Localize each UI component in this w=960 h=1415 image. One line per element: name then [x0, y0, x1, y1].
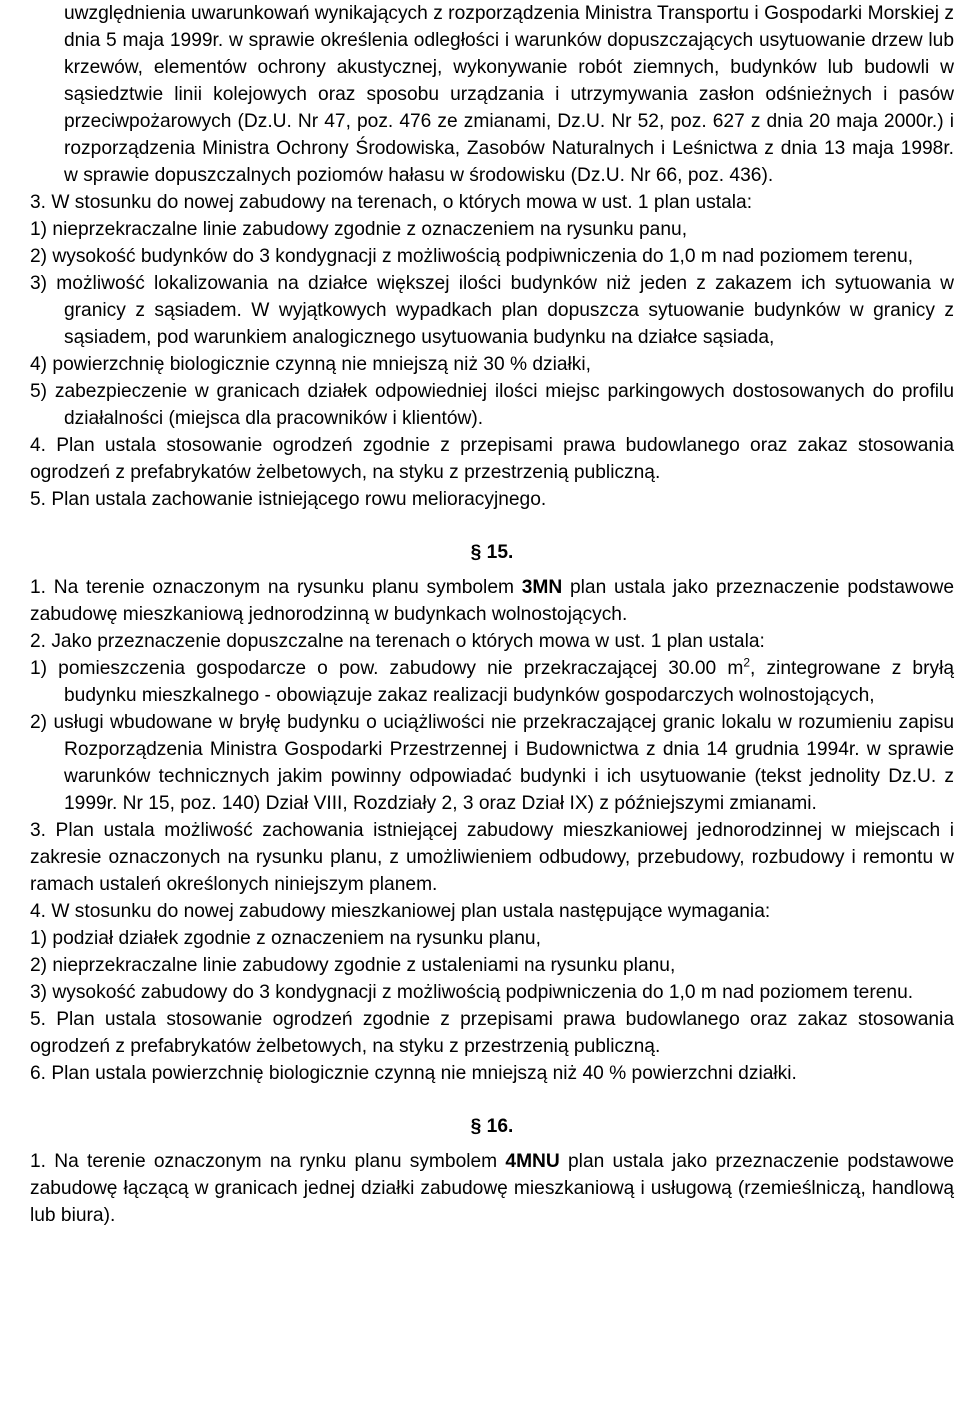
s15-p2-item-1: 1) pomieszczenia gospodarcze o pow. zabudowy nie przekraczającej 30.00 $m^2$, zintegrowane z bryłą budynku mieszkalnego - obowiązuje zakaz realizacji budynków gospodarczych wolnostojących, [30, 655, 955, 706]
s15-p4-item-2: 2) nieprzekraczalne linie zabudowy zgodnie z ustaleniami na rysunku planu, [30, 955, 676, 976]
s15-p4-lead: 4. W stosunku do nowej zabudowy mieszkaniowej plan ustala następujące wymagania: [30, 901, 771, 922]
s15-p5: 5. Plan ustala stosowanie ogrodzeń zgodnie z przepisami prawa budowlanego oraz zakaz stosowania ogrodzeń z prefabrykatów żelbetowych, na styku z przestrzenią publiczną. [30, 1009, 954, 1057]
s16-p1: 1. Na terenie oznaczonym na rynku planu symbolem 4MNU plan ustala jako przeznaczenie podstawowe zabudowę łączącą w granicach jednej działki zabudowę mieszkaniową i usługową (rzemieślniczą, handlową lub biura). [30, 1151, 954, 1226]
s15-p4-item-1: 1) podział działek zgodnie z oznaczeniem na rysunku planu, [30, 928, 541, 949]
p3-item-4: 4) powierzchnię biologicznie czynną nie mniejszą niż 30 % działki, [30, 354, 591, 375]
p3-lead: 3. W stosunku do nowej zabudowy na terenach, o których mowa w ust. 1 plan ustala: [30, 192, 753, 213]
p5: 5. Plan ustala zachowanie istniejącego rowu melioracyjnego. [30, 489, 547, 510]
p3-item-2: 2) wysokość budynków do 3 kondygnacji z możliwością podpiwniczenia do 1,0 m nad poziomem terenu, [30, 246, 914, 267]
s15-p2-item-2: 2) usługi wbudowane w bryłę budynku o uciążliwości nie przekraczającej granic lokalu w rozumieniu zapisu Rozporządzenia Ministra Gospodarki Przestrzennej i Budownictwa z dnia 14 grudnia 1994r. w sprawie warunków technicznych jakim powinny odpowiadać budynki i ich usytuowanie (tekst jednolity Dz.U. z 1999r. Nr 15, poz. 140) Dział VIII, Rozdziały 2, 3 oraz Dział IX) z późniejszymi zmianami. [30, 712, 954, 814]
s15-symbol: 3MN [521, 577, 563, 598]
s16-symbol: 4MNU [505, 1151, 560, 1172]
s15-p3: 3. Plan ustala możliwość zachowania istniejącej zabudowy mieszkaniowej jednorodzinnej w miejscach i zakresie oznaczonych na rysunku planu, z umożliwieniem odbudowy, przebudowy, rozbudowy i remontu w ramach ustaleń określonych niniejszym planem. [30, 820, 954, 895]
intro-paragraph: uwzględnienia uwarunkowań wynikających z rozporządzenia Ministra Transportu i Gospodarki Morskiej z dnia 5 maja 1999r. w sprawie określenia odległości i warunków dopuszczających usytuowanie drzew lub krzewów, elementów ochrony akustycznej, wykonywanie robót ziemnych, budynków lub budowli w sąsiedztwie linii kolejowych oraz sposobu urządzania i utrzymywania zasłon odśnieżnych i pasów przeciwpożarowych (Dz.U. Nr 47, poz. 476 ze zmianami, Dz.U. Nr 52, poz. 627 z dnia 20 maja 2000r.) i rozporządzenia Ministra Ochrony Środowiska, Zasobów Naturalnych i Leśnictwa z dnia 13 maja 1998r. w sprawie dopuszczalnych poziomów hałasu w środowisku (Dz.U. Nr 66, poz. 436). [64, 3, 954, 186]
p3-item-3: 3) możliwość lokalizowania na działce większej ilości budynków niż jeden z zakazem ich sytuowania w granicy z sąsiadem. W wyjątkowych wypadkach plan dopuszcza sytuowanie budynków w granicy z sąsiadem, pod warunkiem analogicznego usytuowania budynku na działce sąsiada, [30, 273, 954, 348]
p3-item-1: 1) nieprzekraczalne linie zabudowy zgodnie z oznaczeniem na rysunku panu, [30, 219, 688, 240]
p4: 4. Plan ustala stosowanie ogrodzeń zgodnie z przepisami prawa budowlanego oraz zakaz stosowania ogrodzeń z prefabrykatów żelbetowych, na styku z przestrzenią publiczną. [30, 435, 954, 483]
section-16-heading: § 16. [470, 1116, 514, 1137]
s15-p1: 1. Na terenie oznaczonym na rysunku planu symbolem 3MN plan ustala jako przeznaczenie podstawowe zabudowę mieszkaniową jednorodzinną w budynkach wolnostojących. [30, 577, 954, 625]
section-15-heading: § 15. [470, 542, 514, 563]
s15-p6: 6. Plan ustala powierzchnię biologicznie czynną nie mniejszą niż 40 % powierzchni działki. [30, 1063, 797, 1084]
s15-p4-item-3: 3) wysokość zabudowy do 3 kondygnacji z możliwością podpiwniczenia do 1,0 m nad poziomem terenu. [30, 982, 914, 1003]
p3-item-5: 5) zabezpieczenie w granicach działek odpowiedniej ilości miejsc parkingowych dostosowanych do profilu działalności (miejsca dla pracowników i klientów). [30, 381, 954, 429]
s15-p2-lead: 2. Jako przeznaczenie dopuszczalne na terenach o których mowa w ust. 1 plan ustala: [30, 631, 765, 652]
